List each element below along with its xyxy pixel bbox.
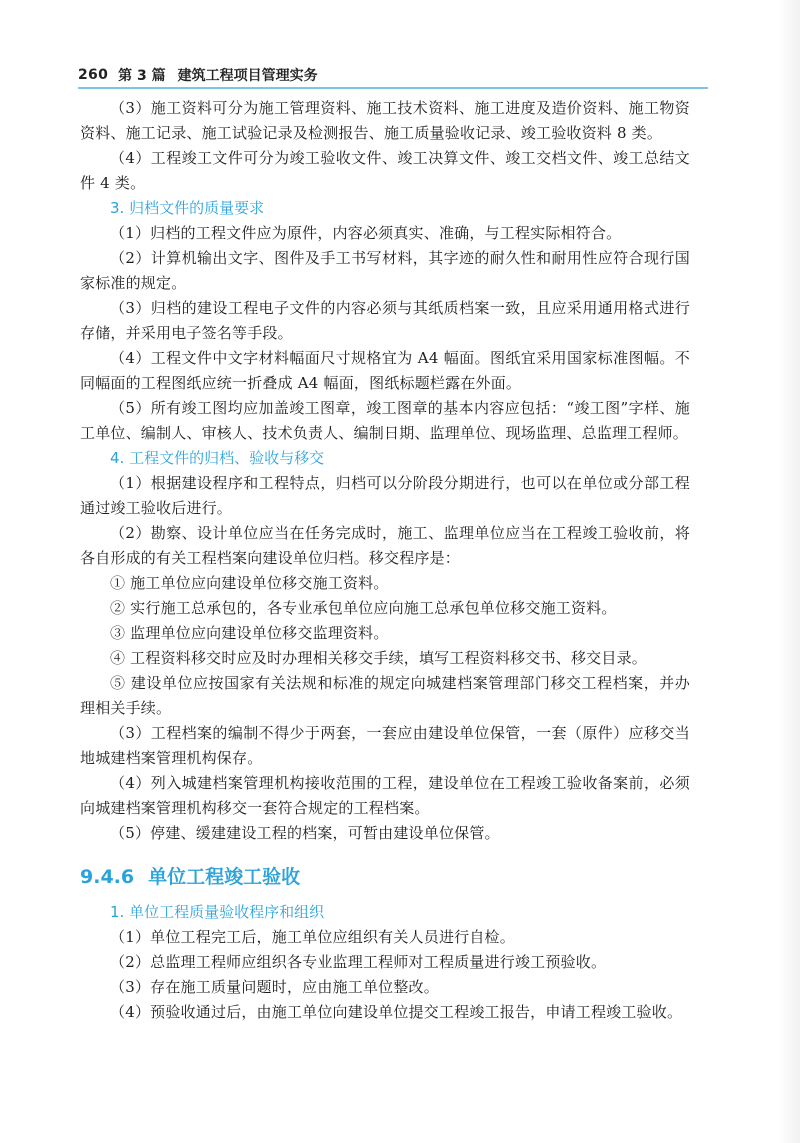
paragraph: （3）工程档案的编制不得少于两套，一套应由建设单位保管，一套（原件）应移交当地城建档案管理机构保存。: [80, 724, 690, 767]
paragraph: （4）工程竣工文件可分为竣工验收文件、竣工决算文件、竣工交档文件、竣工总结文件 4 类。: [80, 149, 690, 192]
paragraph: （1）单位工程完工后，施工单位应组织有关人员进行自检。: [110, 928, 515, 946]
paragraph: ③ 监理单位应向建设单位移交监理资料。: [110, 624, 389, 642]
text-block-b: [80, 900, 690, 1025]
section-heading: [80, 864, 690, 890]
page-edge-shadow: [778, 0, 800, 1143]
paragraph: （4）列入城建档案管理机构接收范围的工程，建设单位在工程竣工验收备案前，必须向城建档案管理机构移交一套符合规定的工程档案。: [80, 774, 690, 817]
running-header: [78, 64, 708, 86]
subsection-heading: 1. 单位工程质量验收程序和组织: [110, 903, 325, 921]
paragraph: （3）施工资料可分为施工管理资料、施工技术资料、施工进度及造价资料、施工物资资料、施工记录、施工试验记录及检测报告、施工质量验收记录、竣工验收资料 8 类。: [80, 99, 690, 142]
subsection-heading: 3. 归档文件的质量要求: [110, 199, 265, 217]
page-number: 260: [78, 67, 109, 83]
paragraph: ⑤ 建设单位应按国家有关法规和标准的规定向城建档案管理部门移交工程档案，并办理相关手续。: [80, 674, 690, 717]
section-title: 单位工程竣工验收: [148, 866, 301, 888]
header-rule: [78, 87, 708, 89]
paragraph: （2）计算机输出文字、图件及手工书写材料，其字迹的耐久性和耐用性应符合现行国家标准的规定。: [80, 249, 690, 292]
paragraph: （5）所有竣工图均应加盖竣工图章，竣工图章的基本内容应包括：“竣工图”字样、施工单位、编制人、审核人、技术负责人、编制日期、监理单位、现场监理、总监理工程师。: [80, 399, 690, 442]
paragraph: （1）归档的工程文件应为原件，内容必须真实、准确，与工程实际相符合。: [110, 224, 622, 242]
part-label: 第 3 篇: [118, 68, 166, 84]
paragraph: ② 实行施工总承包的，各专业承包单位应向施工总承包单位移交施工资料。: [110, 599, 617, 617]
paragraph: （3）归档的建设工程电子文件的内容必须与其纸质档案一致，且应采用通用格式进行存储，并采用电子签名等手段。: [80, 299, 690, 342]
paragraph: ④ 工程资料移交时应及时办理相关移交手续，填写工程资料移交书、移交目录。: [110, 649, 647, 667]
paragraph: （3）存在施工质量问题时，应由施工单位整改。: [110, 978, 439, 996]
subsection-heading: 4. 工程文件的归档、验收与移交: [110, 449, 325, 467]
paragraph: （5）停建、缓建建设工程的档案，可暂由建设单位保管。: [110, 824, 500, 842]
paragraph: （4）预验收通过后，由施工单位向建设单位提交工程竣工报告，申请工程竣工验收。: [110, 1003, 683, 1021]
paragraph: （1）根据建设程序和工程特点，归档可以分阶段分期进行，也可以在单位或分部工程通过竣工验收后进行。: [80, 474, 690, 517]
part-title: 建筑工程项目管理实务: [177, 68, 318, 84]
page-body: [80, 96, 690, 1025]
section-number: 9.4.6: [80, 866, 135, 888]
paragraph: （4）工程文件中文字材料幅面尺寸规格宜为 A4 幅面。图纸宜采用国家标准图幅。不同幅面的工程图纸应统一折叠成 A4 幅面，图纸标题栏露在外面。: [80, 349, 690, 392]
paragraph: （2）总监理工程师应组织各专业监理工程师对工程质量进行竣工预验收。: [110, 953, 607, 971]
paragraph: （2）勘察、设计单位应当在任务完成时，施工、监理单位应当在工程竣工验收前，将各自形成的有关工程档案向建设单位归档。移交程序是：: [80, 524, 690, 567]
paragraph: ① 施工单位应向建设单位移交施工资料。: [110, 574, 389, 592]
text-block-a: [80, 96, 690, 846]
